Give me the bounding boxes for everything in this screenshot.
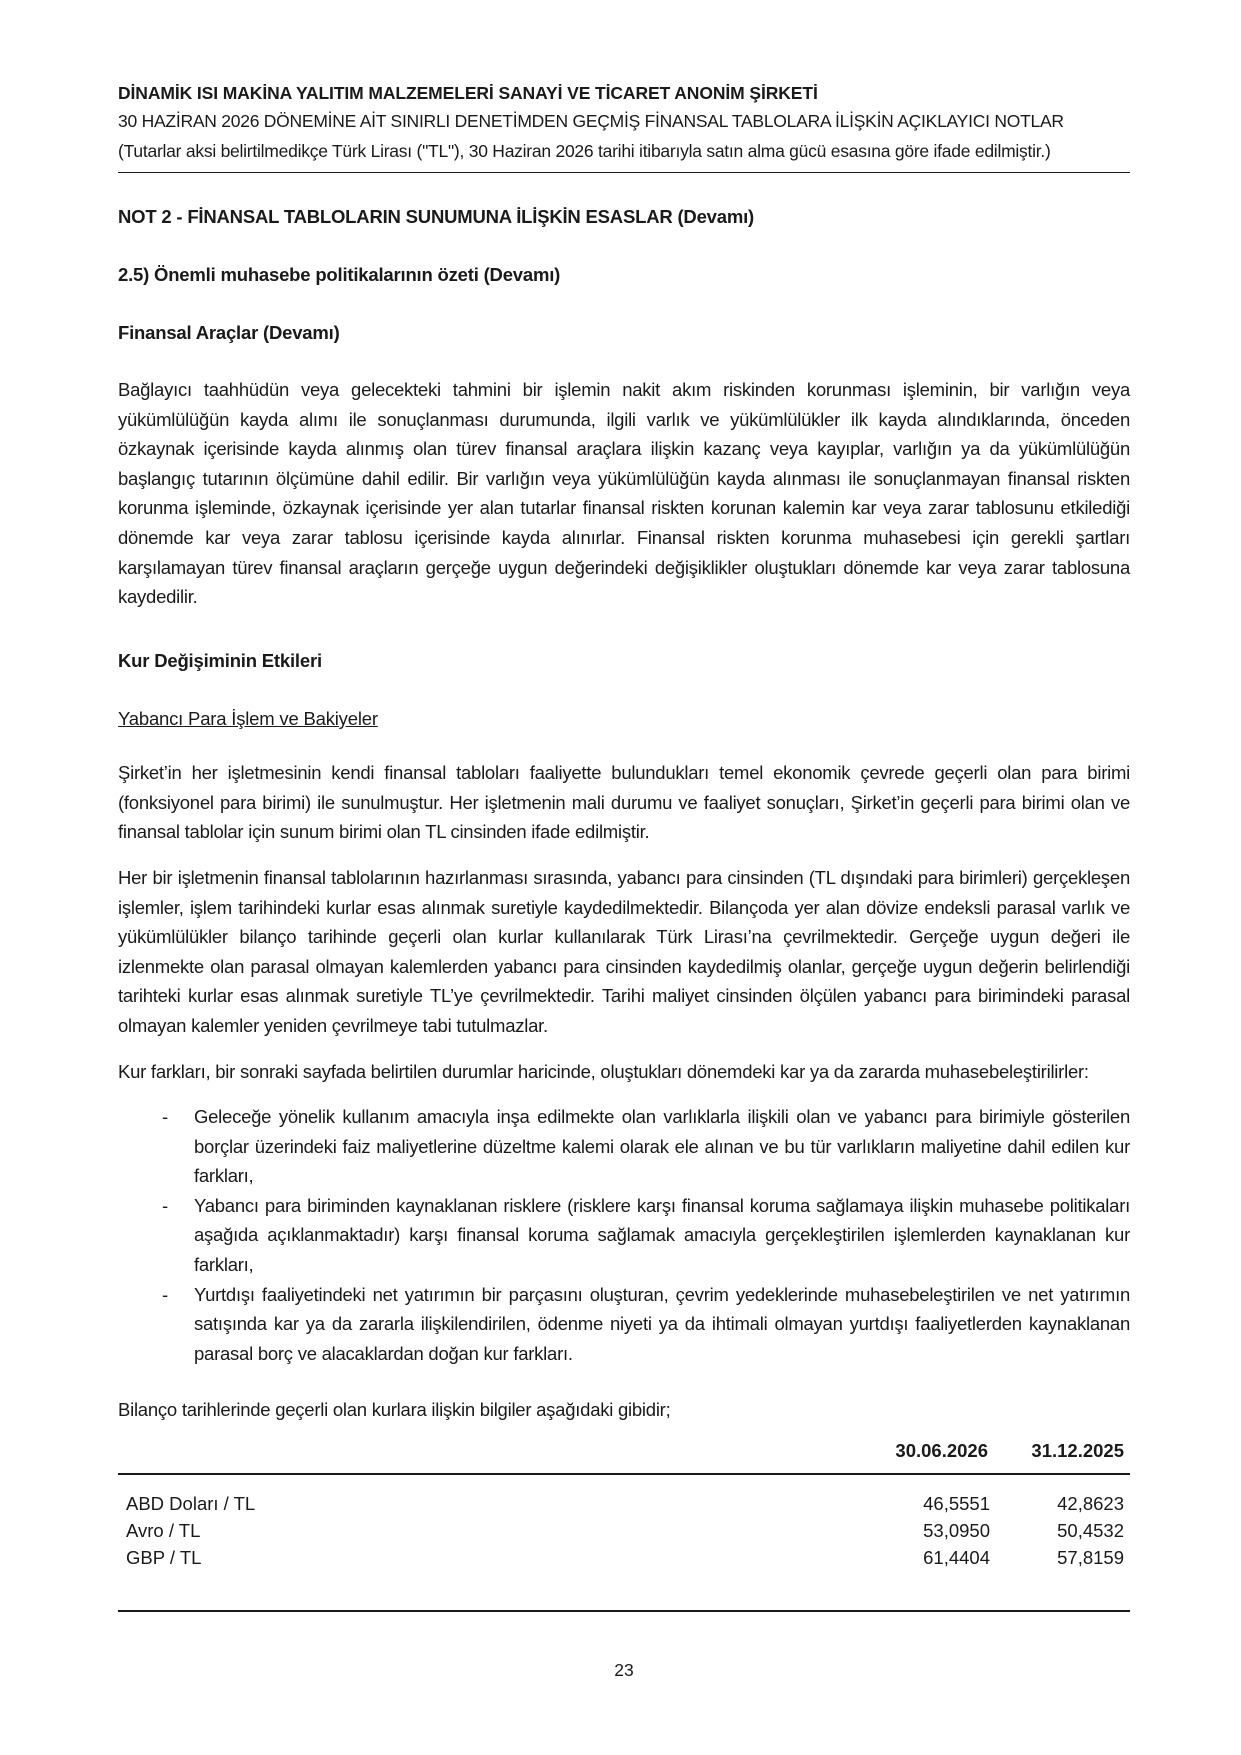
rate-2025: 42,8623 [1057,1493,1124,1514]
subsection-title: 2.5) Önemli muhasebe politikalarının özeti (Devamı) [118,264,561,285]
financial-instruments-paragraph: Bağlayıcı taahhüdün veya gelecekteki tahmini bir işlemin nakit akım riskinden korunması işleminin, bir varlığın veya yükümlülüğün kayda alımı ile sonuçlanması durumunda, ilgili varlık ve yükümlülükler ilk kayda alındıklarında, önceden özkaynak içerisinde kayda alınmış olan türev finansal araçlara ilişkin kazanç veya kayıplar, varlığın ya da yükümlülüğün başlangıç tutarının ölçümüne dahil edilir. Bir varlığın veya yükümlülüğün kayda alınması ile sonuçlanmayan finansal riskten korunma işleminde, özkaynak içerisinde yer alan tutarlar finansal riskten korunan kalemin kar veya zarar tablosunu etkilediği dönemde kar veya zarar tablosu içerisinde kayda alınırlar. Finansal riskten korunma muhasebesi için gerekli şartları karşılamayan türev finansal araçların gerçeğe uygun değerindeki değişiklikler oluştukları dönemde kar veya zarar tablosuna kaydedilir. [118,379,1130,608]
exception-list [118,1102,1130,1368]
exchange-effects-title: Kur Değişiminin Etkileri [118,650,322,671]
list-item [118,1191,1130,1280]
document-page [118,0,1130,1755]
table-row [126,1520,1130,1547]
page-number: 23 [614,1660,634,1680]
list-item-text: Yabancı para biriminden kaynaklanan risklere (risklere karşı finansal koruma sağlamaya ilişkin muhasebe politikaları aşağıda açıklanmaktadır) karşı finansal koruma sağlamak amacıyla gerçekleştirilen işlemlerden kaynaklanan kur farkları, [194,1194,1130,1275]
column-header-2026: 30.06.2026 [895,1440,988,1461]
report-subtitle: 30 HAZİRAN 2026 DÖNEMİNE AİT SINIRLI DENETİMDEN GEÇMİŞ FİNANSAL TABLOLARA İLİŞKİN AÇIKLAYICI NOTLAR [118,111,1064,131]
rate-2026: 61,4404 [923,1547,990,1568]
financial-instruments-title: Finansal Araçlar (Devamı) [118,322,340,343]
paragraph-translation: Her bir işletmenin finansal tablolarının hazırlanması sırasında, yabancı para cinsinden (TL dışındaki para birimleri) gerçekleşen işlemler, işlem tarihindeki kurlar esas alınmak suretiyle kaydedilmektedir. Bilançoda yer alan dövize endeksli parasal varlık ve yükümlülükler bilanço tarihinde geçerli olan kurlar kullanılarak Türk Lirası’na çevrilmektedir. Gerçeğe uygun değeri ile izlenmekte olan parasal olmayan kalemlerden yabancı para cinsinden kaydedilmiş olanlar, gerçeğe uygun değerin belirlendiği tarihteki kurlar esas alınmak suretiyle TL’ye çevrilmektedir. Tarihi maliyet cinsinden ölçülen yabancı para birimindeki parasal olmayan kalemler yeniden çevrilmeye tabi tutulmazlar. [118,867,1130,1036]
foreign-currency-subtitle: Yabancı Para İşlem ve Bakiyeler [118,708,378,729]
column-header-2025: 31.12.2025 [1031,1440,1124,1461]
rate-2025: 57,8159 [1057,1547,1124,1568]
section-title: NOT 2 - FİNANSAL TABLOLARIN SUNUMUNA İLİŞKİN ESASLAR (Devamı) [118,206,755,227]
table-intro: Bilanço tarihlerinde geçerli olan kurlara ilişkin bilgiler aşağıdaki gibidir; [118,1399,671,1420]
list-bullet: - [162,1283,168,1305]
table-row [126,1493,1130,1520]
company-name: DİNAMİK ISI MAKİNA YALITIM MALZEMELERİ SANAYİ VE TİCARET ANONİM ŞİRKETİ [118,83,818,103]
list-bullet: - [162,1194,168,1216]
list-item-text: Geleceğe yönelik kullanım amacıyla inşa edilmekte olan varlıklarla ilişkili olan ve yabancı para birimiyle gösterilen borçlar üzerindeki faiz maliyetlerine düzeltme kalemi olarak ele alınan ve bu tür varlıkların maliyetine dahil edilen kur farkları, [194,1106,1130,1187]
table-row [126,1547,1130,1574]
currency-label: Avro / TL [126,1520,201,1541]
paragraph-exchange-differences: Kur farkları, bir sonraki sayfada belirtilen durumlar haricinde, oluştukları dönemdeki kar ya da zararda muhasebeleştirilirler: [118,1061,1089,1082]
table-top-rule [118,1473,1130,1475]
list-bullet: - [162,1106,168,1127]
rate-2025: 50,4532 [1057,1520,1124,1541]
list-item [118,1102,1130,1191]
header-divider [118,172,1130,173]
list-item-text: Yurtdışı faaliyetindeki net yatırımın bir parçasını oluşturan, çevrim yedeklerinde muhasebeleştirilen ve net yatırımın satışında kar ya da zararla ilişkilendirilen, ödenme niyeti ya da ihtimali olmayan yurtdışı faaliyetlerden kaynaklanan parasal borç ve alacaklardan doğan kur farkları. [194,1283,1130,1364]
paragraph-functional-currency: Şirket’in her işletmesinin kendi finansal tabloları faaliyette bulundukları temel ekonomik çevrede geçerli olan para birimi (fonksiyonel para birimi) ile sunulmuştur. Her işletmenin mali durumu ve faaliyet sonuçları, Şirket’in geçerli para birimi olan ve finansal tablolar için sunum birimi olan TL cinsinden ifade edilmiştir. [118,762,1130,843]
currency-note: (Tutarlar aksi belirtilmedikçe Türk Lirası ("TL"), 30 Haziran 2026 tarihi itibarıyla satın alma gücü esasına göre ifade edilmiştir.) [118,141,1051,161]
rate-2026: 46,5551 [923,1493,990,1514]
rate-2026: 53,0950 [923,1520,990,1541]
list-item [118,1280,1130,1369]
currency-label: GBP / TL [126,1547,202,1568]
currency-label: ABD Doları / TL [126,1493,256,1514]
page-header [118,80,1130,166]
table-bottom-rule [118,1610,1130,1612]
